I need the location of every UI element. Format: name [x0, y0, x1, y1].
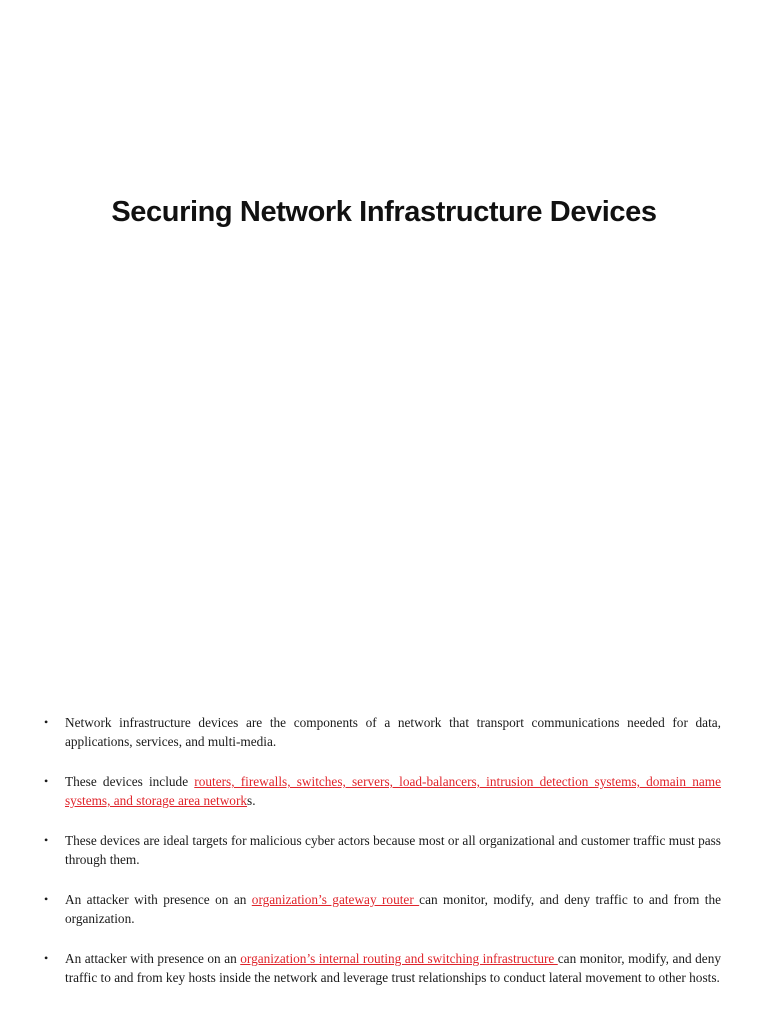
bullet-text: These devices are ideal targets for malicious cyber actors because most or all organizational and customer traffic must pass through them. [65, 833, 721, 867]
bullet-text-tail: can monitor, modify, and deny traffic to and from the organization. [65, 892, 722, 926]
bullet-icon: • [44, 774, 49, 788]
bullet-item [44, 949, 721, 987]
bullet-icon: • [44, 833, 49, 847]
highlighted-link[interactable]: routers, firewalls, switches, servers, load-balancers, intrusion detection systems, domain name systems, and storage area network [65, 774, 721, 808]
bullet-item [44, 831, 721, 869]
slide-title: Securing Network Infrastructure Devices [111, 196, 657, 228]
bullet-text-tail: can monitor, modify, and deny traffic to and from key hosts inside the network and leverage trust relationships to conduct lateral movement to other hosts. [65, 951, 721, 985]
bullet-text-tail: s. [247, 793, 256, 808]
bullet-item [44, 713, 721, 751]
bullet-text: Network infrastructure devices are the components of a network that transport communications needed for data, applications, services, and multi-media. [65, 715, 721, 749]
bullet-icon: • [44, 715, 49, 729]
bullet-item [44, 772, 721, 810]
bullet-text: These devices include [65, 774, 195, 789]
highlighted-link[interactable]: organization’s internal routing and switching infrastructure [240, 951, 558, 966]
highlighted-link[interactable]: organization’s gateway router [251, 892, 420, 907]
bullet-item [44, 890, 721, 928]
bullet-text: An attacker with presence on an [65, 951, 241, 966]
bullet-icon: • [44, 951, 49, 965]
bullet-text: An attacker with presence on an [65, 892, 252, 907]
bullet-icon: • [44, 892, 49, 906]
bullet-list [44, 713, 721, 987]
